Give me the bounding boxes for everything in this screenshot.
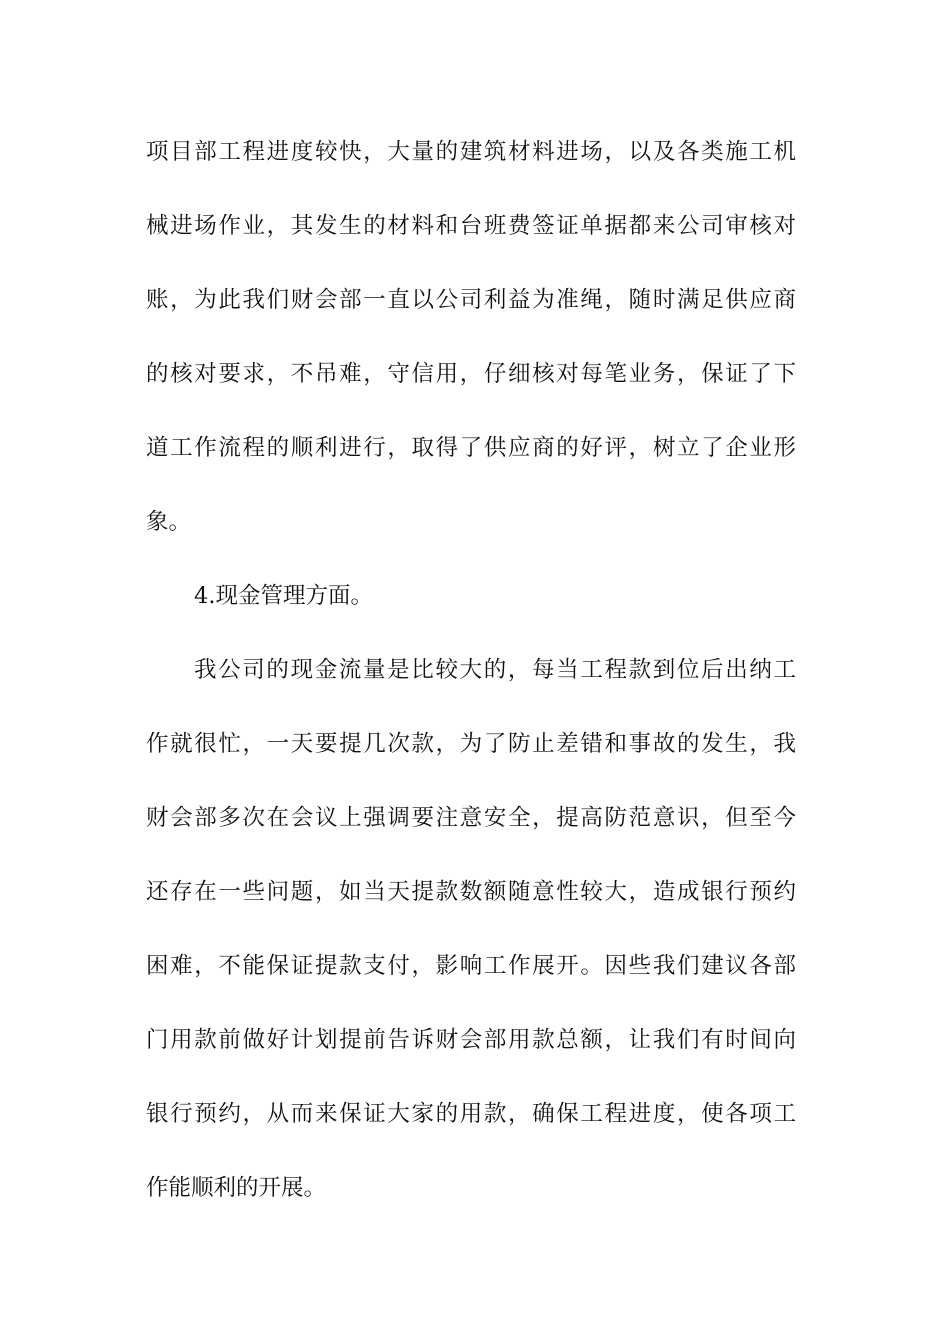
section-heading: 4.现金管理方面。 [194,583,373,609]
paragraph-2-line-5: 困难，不能保证提款支付，影响工作展开。因些我们建议各部 [146,953,796,979]
paragraph-1-line-4: 的核对要求，不吊难，守信用，仔细核对每笔业务，保证了下 [146,361,796,387]
paragraph-2-line-3: 财会部多次在会议上强调要注意安全，提高防范意识，但至今 [146,805,796,831]
paragraph-1-line-2: 械进场作业，其发生的材料和台班费签证单据都来公司审核对 [146,213,796,239]
paragraph-2-line-2: 作就很忙，一天要提几次款，为了防止差错和事故的发生，我 [146,731,796,757]
paragraph-2-line-4: 还存在一些问题，如当天提款数额随意性较大，造成银行预约 [146,879,796,905]
paragraph-2-line-7: 银行预约，从而来保证大家的用款，确保工程进度，使各项工 [146,1101,796,1127]
paragraph-2-line-1: 我公司的现金流量是比较大的，每当工程款到位后出纳工 [194,657,796,683]
paragraph-1-line-1: 项目部工程进度较快，大量的建筑材料进场，以及各类施工机 [146,139,796,165]
paragraph-2-line-6: 门用款前做好计划提前告诉财会部用款总额，让我们有时间向 [146,1027,796,1053]
paragraph-1-line-3: 账，为此我们财会部一直以公司利益为准绳，随时满足供应商 [146,287,796,313]
paragraph-2-line-8: 作能顺利的开展。 [146,1175,327,1201]
paragraph-1-line-6: 象。 [146,509,192,535]
paragraph-1-line-5: 道工作流程的顺利进行，取得了供应商的好评，树立了企业形 [146,435,796,461]
